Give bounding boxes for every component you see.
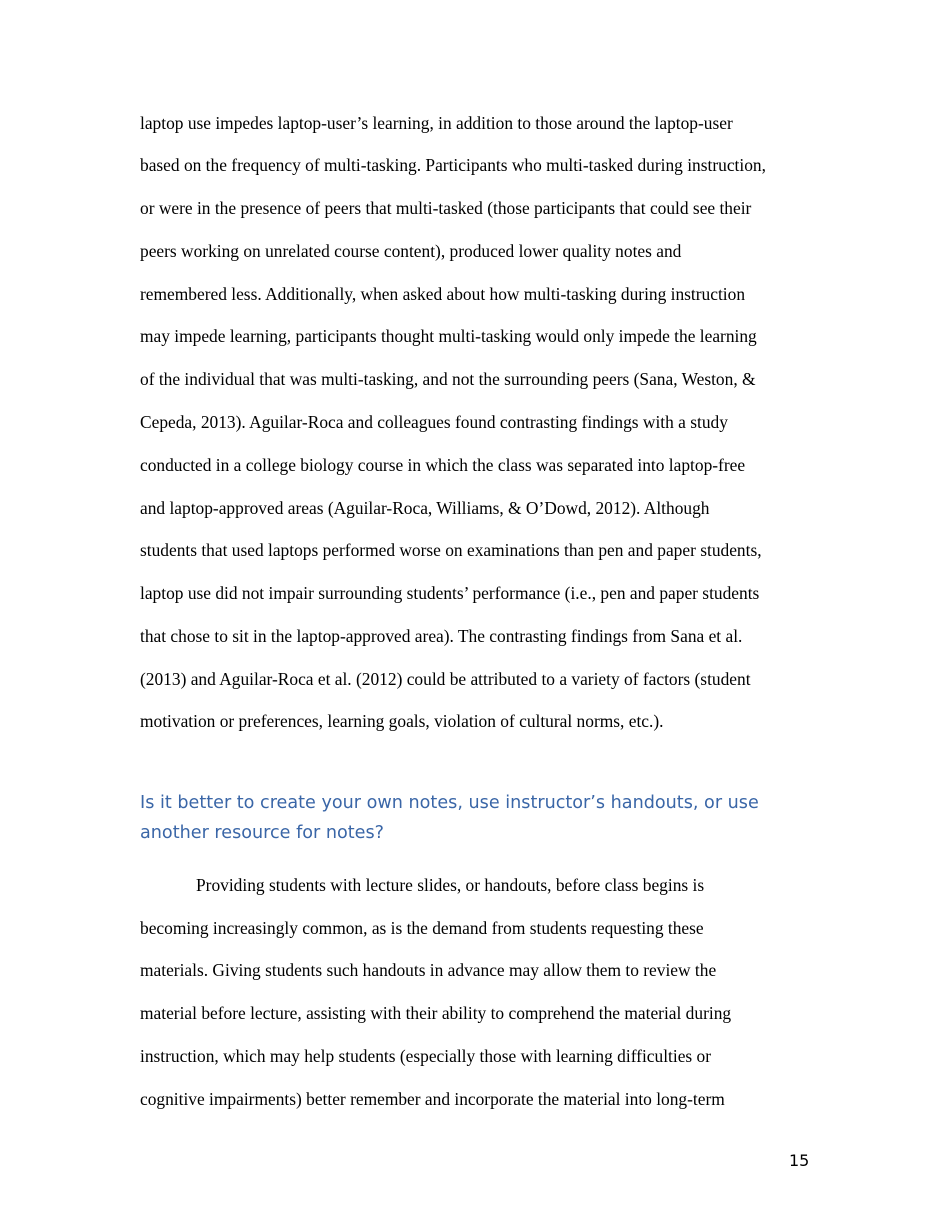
paragraph-line: remembered less. Additionally, when asked about how multi-tasking during instruction [140, 284, 746, 304]
paragraph-line: becoming increasingly common, as is the demand from students requesting these [140, 918, 704, 938]
paragraph-line: and laptop-approved areas (Aguilar-Roca, Williams, & O’Dowd, 2012). Although [140, 498, 710, 518]
paragraph-line: may impede learning, participants thought multi-tasking would only impede the learning [140, 326, 757, 346]
paragraph-first-line: Providing students with lecture slides, or handouts, before class begins is [196, 875, 705, 895]
paragraph-line: laptop use did not impair surrounding students’ performance (i.e., pen and paper students [140, 583, 760, 603]
paragraph-line: motivation or preferences, learning goals, violation of cultural norms, etc.). [140, 711, 664, 731]
paragraph-line: instruction, which may help students (especially those with learning difficulties or [140, 1046, 712, 1066]
paragraph-line: materials. Giving students such handouts in advance may allow them to review the [140, 960, 717, 980]
paragraph-line: (2013) and Aguilar-Roca et al. (2012) could be attributed to a variety of factors (student [140, 669, 751, 689]
paragraph-line: laptop use impedes laptop-user’s learning, in addition to those around the laptop-user [140, 113, 733, 133]
page-number: 15 [789, 1151, 810, 1170]
paragraph-line: or were in the presence of peers that multi-tasked (those participants that could see their [140, 198, 752, 218]
paragraph-line: cognitive impairments) better remember and incorporate the material into long-term [140, 1089, 725, 1109]
paragraph-line: conducted in a college biology course in which the class was separated into laptop-free [140, 455, 746, 475]
paragraph-line: peers working on unrelated course content), produced lower quality notes and [140, 241, 682, 261]
paragraph-line: students that used laptops performed worse on examinations than pen and paper students, [140, 540, 762, 560]
paragraph-line: material before lecture, assisting with their ability to comprehend the material during [140, 1003, 732, 1023]
paragraph-line: of the individual that was multi-tasking, and not the surrounding peers (Sana, Weston, & [140, 369, 756, 389]
heading-line: Is it better to create your own notes, use instructor’s handouts, or use [140, 793, 759, 813]
paragraph-line: based on the frequency of multi-tasking. Participants who multi-tasked during instruction, [140, 155, 766, 175]
heading-line: another resource for notes? [140, 823, 385, 843]
paragraph-line: that chose to sit in the laptop-approved area). The contrasting findings from Sana et al. [140, 626, 743, 646]
paragraph-line: Cepeda, 2013). Aguilar-Roca and colleagues found contrasting findings with a study [140, 412, 728, 432]
